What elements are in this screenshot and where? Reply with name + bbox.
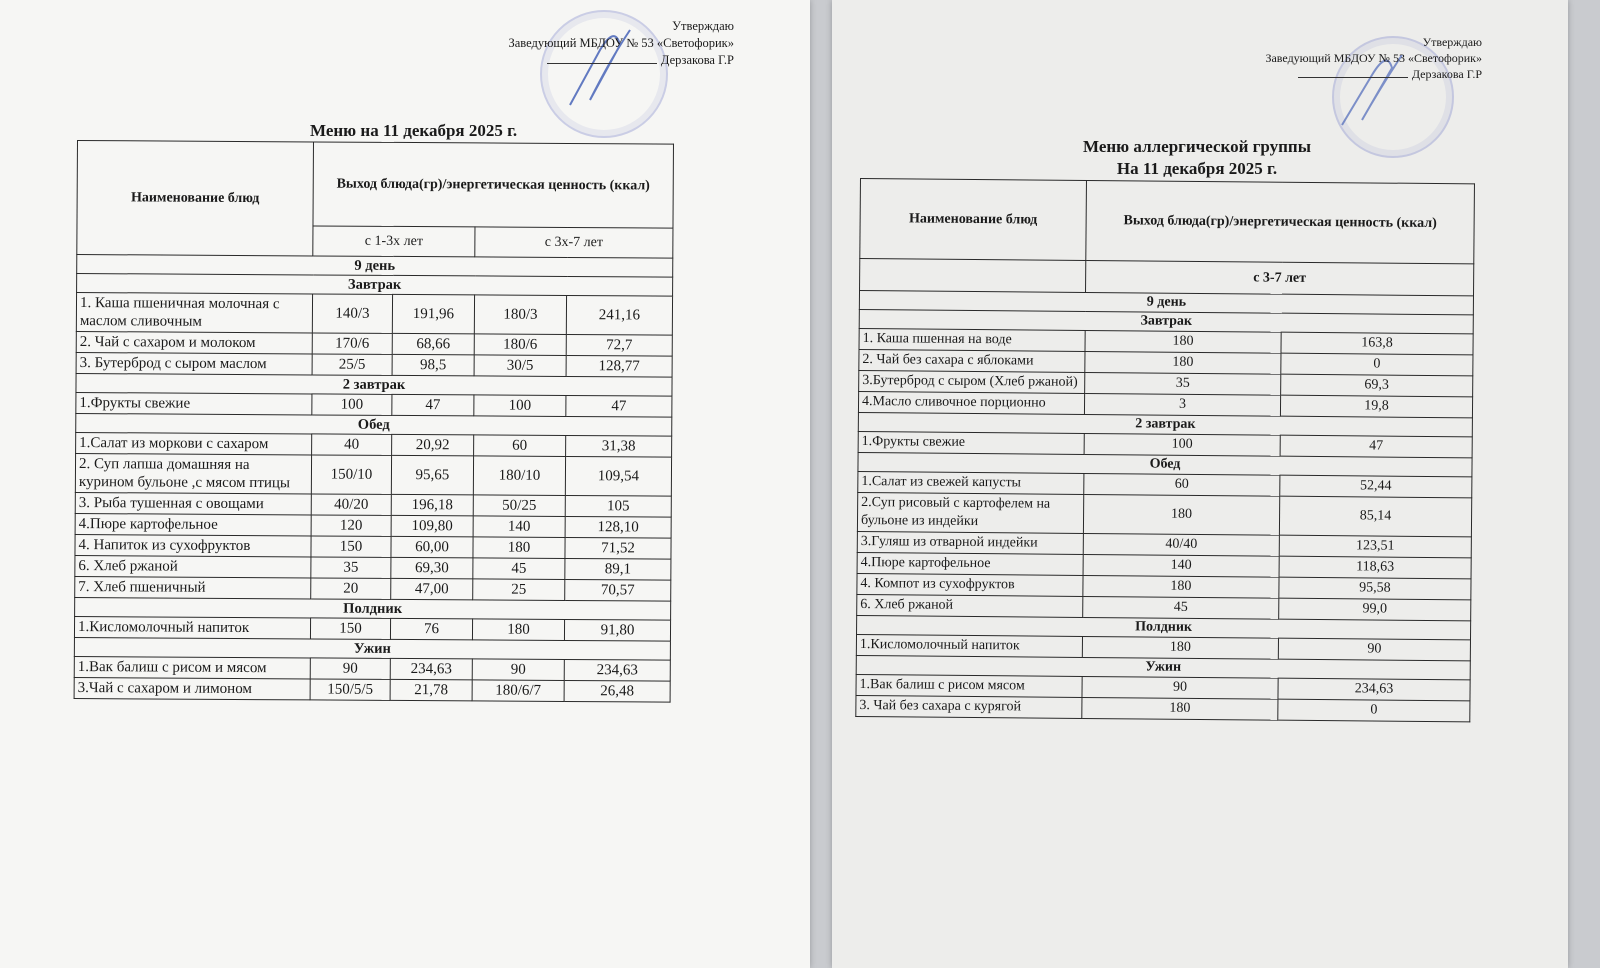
dish-name: 1.Фрукты свежие <box>76 392 312 414</box>
dish-value: 25 <box>473 579 565 601</box>
header-dish-name: Наименование блюд <box>860 179 1087 261</box>
menu-body-general <box>74 255 673 703</box>
dish-value: 20,92 <box>392 434 474 456</box>
dish-value: 40/40 <box>1083 533 1279 556</box>
approval-position: Заведующий МБДОУ № 53 «Светофорик» <box>1265 51 1482 65</box>
dish-value: 47 <box>1280 435 1472 458</box>
dish-value: 47 <box>392 394 474 416</box>
dish-name: 2. Суп лапша домашняя на курином бульоне ,с мясом птицы <box>75 453 311 493</box>
dish-name: 2. Чай с сахаром и молоком <box>76 331 312 353</box>
dish-value: 71,52 <box>565 537 671 559</box>
dish-value: 150 <box>310 618 390 639</box>
dish-value: 180 <box>1082 636 1278 659</box>
dish-row <box>857 492 1471 536</box>
dish-value: 241,16 <box>566 295 672 335</box>
menu-table-allergy <box>855 178 1475 722</box>
dish-value: 69,30 <box>391 557 473 579</box>
dish-name: 1.Кисломолочный напиток <box>74 616 310 638</box>
dish-value: 40 <box>312 434 392 455</box>
dish-value: 150/5/5 <box>310 679 390 700</box>
dish-name: 1.Вак балиш с рисом мясом <box>856 674 1082 697</box>
approval-block <box>404 18 734 69</box>
approval-signer: Дерзакова Г.Р <box>660 53 734 67</box>
dish-value: 105 <box>565 495 671 517</box>
dish-value: 95,58 <box>1279 577 1471 600</box>
dish-name: 3. Бутерброд с сыром маслом <box>76 352 312 374</box>
dish-value: 68,66 <box>392 333 474 355</box>
dish-value: 180/3 <box>474 295 566 335</box>
section-title: Ужин <box>74 637 670 660</box>
menu-table-general <box>74 140 674 703</box>
section-title: 9 день <box>859 291 1473 315</box>
section-title: Ужин <box>856 655 1470 679</box>
dish-row <box>74 677 670 702</box>
approval-title: Утверждаю <box>672 19 734 33</box>
dish-name: 1.Салат из свежей капусты <box>858 471 1084 494</box>
header-empty <box>860 259 1086 293</box>
section-title: Полдник <box>75 597 671 620</box>
header-dish-name: Наименование блюд <box>77 141 314 256</box>
dish-value: 52,44 <box>1280 475 1472 498</box>
dish-value: 90 <box>310 658 390 679</box>
dish-value: 26,48 <box>564 680 670 702</box>
dish-name: 3. Рыба тушенная с овощами <box>75 492 311 514</box>
dish-value: 120 <box>311 515 391 536</box>
section-title: Обед <box>76 413 672 436</box>
header-age-3-7: с 3-7 лет <box>1086 260 1474 295</box>
section-title: 2 завтрак <box>858 412 1472 436</box>
header-output: Выход блюда(гр)/энергетическая ценность (ккал) <box>1086 180 1475 263</box>
dish-value: 90 <box>1278 638 1470 661</box>
dish-value: 180/6 <box>474 334 566 356</box>
dish-value: 118,63 <box>1279 556 1471 579</box>
dish-value: 170/6 <box>312 333 392 354</box>
dish-value: 91,80 <box>564 619 670 641</box>
dish-name: 1. Каша пшенная на воде <box>859 328 1085 351</box>
dish-name: 6. Хлеб ржаной <box>75 555 311 577</box>
dish-value: 109,54 <box>565 456 671 496</box>
dish-value: 123,51 <box>1279 535 1471 558</box>
dish-value: 0 <box>1281 353 1473 376</box>
dish-value: 100 <box>474 395 566 417</box>
dish-value: 180 <box>1083 494 1279 535</box>
menu-body-allergy <box>856 291 1474 722</box>
dish-value: 180/6/7 <box>472 680 564 702</box>
dish-value: 40/20 <box>311 494 391 515</box>
dish-value: 234,63 <box>1278 678 1470 701</box>
dish-name: 3.Бутерброд с сыром (Хлеб ржаной) <box>859 370 1085 393</box>
menu-title <box>832 136 1562 180</box>
dish-value: 69,3 <box>1281 374 1473 397</box>
approval-title: Утверждаю <box>1422 35 1482 49</box>
dish-name: 2.Суп рисовый с картофелем на бульоне из индейки <box>857 492 1083 533</box>
dish-value: 20 <box>311 578 391 599</box>
dish-value: 234,63 <box>390 658 472 680</box>
header-age-3-7: с 3х-7 лет <box>475 227 673 258</box>
dish-value: 99,0 <box>1279 598 1471 621</box>
dish-name: 4.Масло сливочное порционно <box>858 391 1084 414</box>
approval-position: Заведующий МБДОУ № 53 «Светофорик» <box>508 36 734 50</box>
dish-value: 109,80 <box>391 515 473 537</box>
dish-value: 0 <box>1278 699 1470 722</box>
dish-row <box>76 293 672 336</box>
dish-value: 234,63 <box>564 659 670 681</box>
dish-name: 3.Гуляш из отварной индейки <box>857 531 1083 554</box>
section-title: Полдник <box>857 615 1471 639</box>
dish-value: 35 <box>311 557 391 578</box>
dish-value: 31,38 <box>566 435 672 457</box>
dish-value: 180 <box>1085 330 1281 353</box>
approval-block <box>1182 34 1482 82</box>
dish-name: 1.Вак балиш с рисом и мясом <box>74 656 310 678</box>
dish-value: 180 <box>472 619 564 641</box>
dish-value: 191,96 <box>392 294 474 334</box>
dish-name: 3. Чай без сахара с курягой <box>856 695 1082 718</box>
dish-value: 3 <box>1084 393 1280 416</box>
dish-value: 19,8 <box>1280 395 1472 418</box>
dish-name: 6. Хлеб ржаной <box>857 594 1083 617</box>
dish-value: 60 <box>1084 473 1280 496</box>
dish-value: 45 <box>1083 596 1279 619</box>
dish-name: 1.Фрукты свежие <box>858 431 1084 454</box>
dish-row <box>75 453 671 496</box>
dish-value: 128,77 <box>566 355 672 377</box>
dish-name: 2. Чай без сахара с яблоками <box>859 349 1085 372</box>
header-age-1-3: с 1-3х лет <box>313 226 475 257</box>
section-title: 9 день <box>77 255 673 278</box>
dish-value: 76 <box>390 618 472 640</box>
dish-value: 90 <box>472 659 564 681</box>
dish-value: 180 <box>1082 697 1278 720</box>
dish-value: 35 <box>1085 372 1281 395</box>
dish-value: 21,78 <box>390 679 472 701</box>
dish-value: 98,5 <box>392 354 474 376</box>
dish-value: 150 <box>311 536 391 557</box>
menu-title-line1: Меню аллергической группы <box>1083 137 1311 156</box>
header-output: Выход блюда(гр)/энергетическая ценность (ккал) <box>313 142 674 228</box>
dish-value: 140 <box>1083 554 1279 577</box>
section-title: 2 завтрак <box>76 373 672 396</box>
dish-value: 180 <box>473 537 565 559</box>
dish-value: 90 <box>1082 676 1278 699</box>
dish-name: 3.Чай с сахаром и лимоном <box>74 677 310 699</box>
section-title: Завтрак <box>77 274 673 297</box>
section-title: Завтрак <box>859 309 1473 333</box>
dish-value: 196,18 <box>391 494 473 516</box>
dish-name: 1.Салат из моркови с сахаром <box>76 432 312 454</box>
dish-value: 60,00 <box>391 536 473 558</box>
dish-value: 30/5 <box>474 355 566 377</box>
dish-value: 140 <box>473 516 565 538</box>
dish-value: 25/5 <box>312 354 392 375</box>
menu-title-line2: На 11 декабря 2025 г. <box>1116 159 1278 178</box>
dish-value: 89,1 <box>565 558 671 580</box>
approval-signer: Дерзакова Г.Р <box>1411 67 1482 81</box>
dish-value: 180/10 <box>473 456 565 496</box>
dish-value: 50/25 <box>473 495 565 517</box>
dish-value: 47,00 <box>391 578 473 600</box>
signature-line <box>547 63 657 64</box>
dish-value: 128,10 <box>565 516 671 538</box>
dish-value: 100 <box>1084 433 1280 456</box>
dish-value: 163,8 <box>1281 332 1473 355</box>
dish-value: 72,7 <box>566 334 672 356</box>
dish-value: 60 <box>474 435 566 457</box>
dish-name: 4.Пюре картофельное <box>857 552 1083 575</box>
dish-value: 140/3 <box>312 294 392 333</box>
dish-value: 100 <box>312 394 392 415</box>
menu-title: Меню на 11 декабря 2025 г. <box>310 121 518 140</box>
signature-line <box>1298 77 1408 78</box>
dish-value: 95,65 <box>391 455 473 495</box>
dish-name: 1. Каша пшеничная молочная с маслом сливочным <box>76 293 312 333</box>
dish-name: 1.Кисломолочный напиток <box>856 634 1082 657</box>
dish-value: 45 <box>473 558 565 580</box>
dish-value: 180 <box>1083 575 1279 598</box>
dish-name: 4.Пюре картофельное <box>75 513 311 535</box>
dish-value: 70,57 <box>565 579 671 601</box>
dish-value: 150/10 <box>311 455 391 494</box>
dish-value: 47 <box>566 395 672 417</box>
dish-value: 180 <box>1085 351 1281 374</box>
dish-name: 4. Компот из сухофруктов <box>857 573 1083 596</box>
section-title: Обед <box>858 452 1472 476</box>
dish-name: 7. Хлеб пшеничный <box>75 576 311 598</box>
dish-name: 4. Напиток из сухофруктов <box>75 534 311 556</box>
dish-value: 85,14 <box>1279 496 1471 537</box>
